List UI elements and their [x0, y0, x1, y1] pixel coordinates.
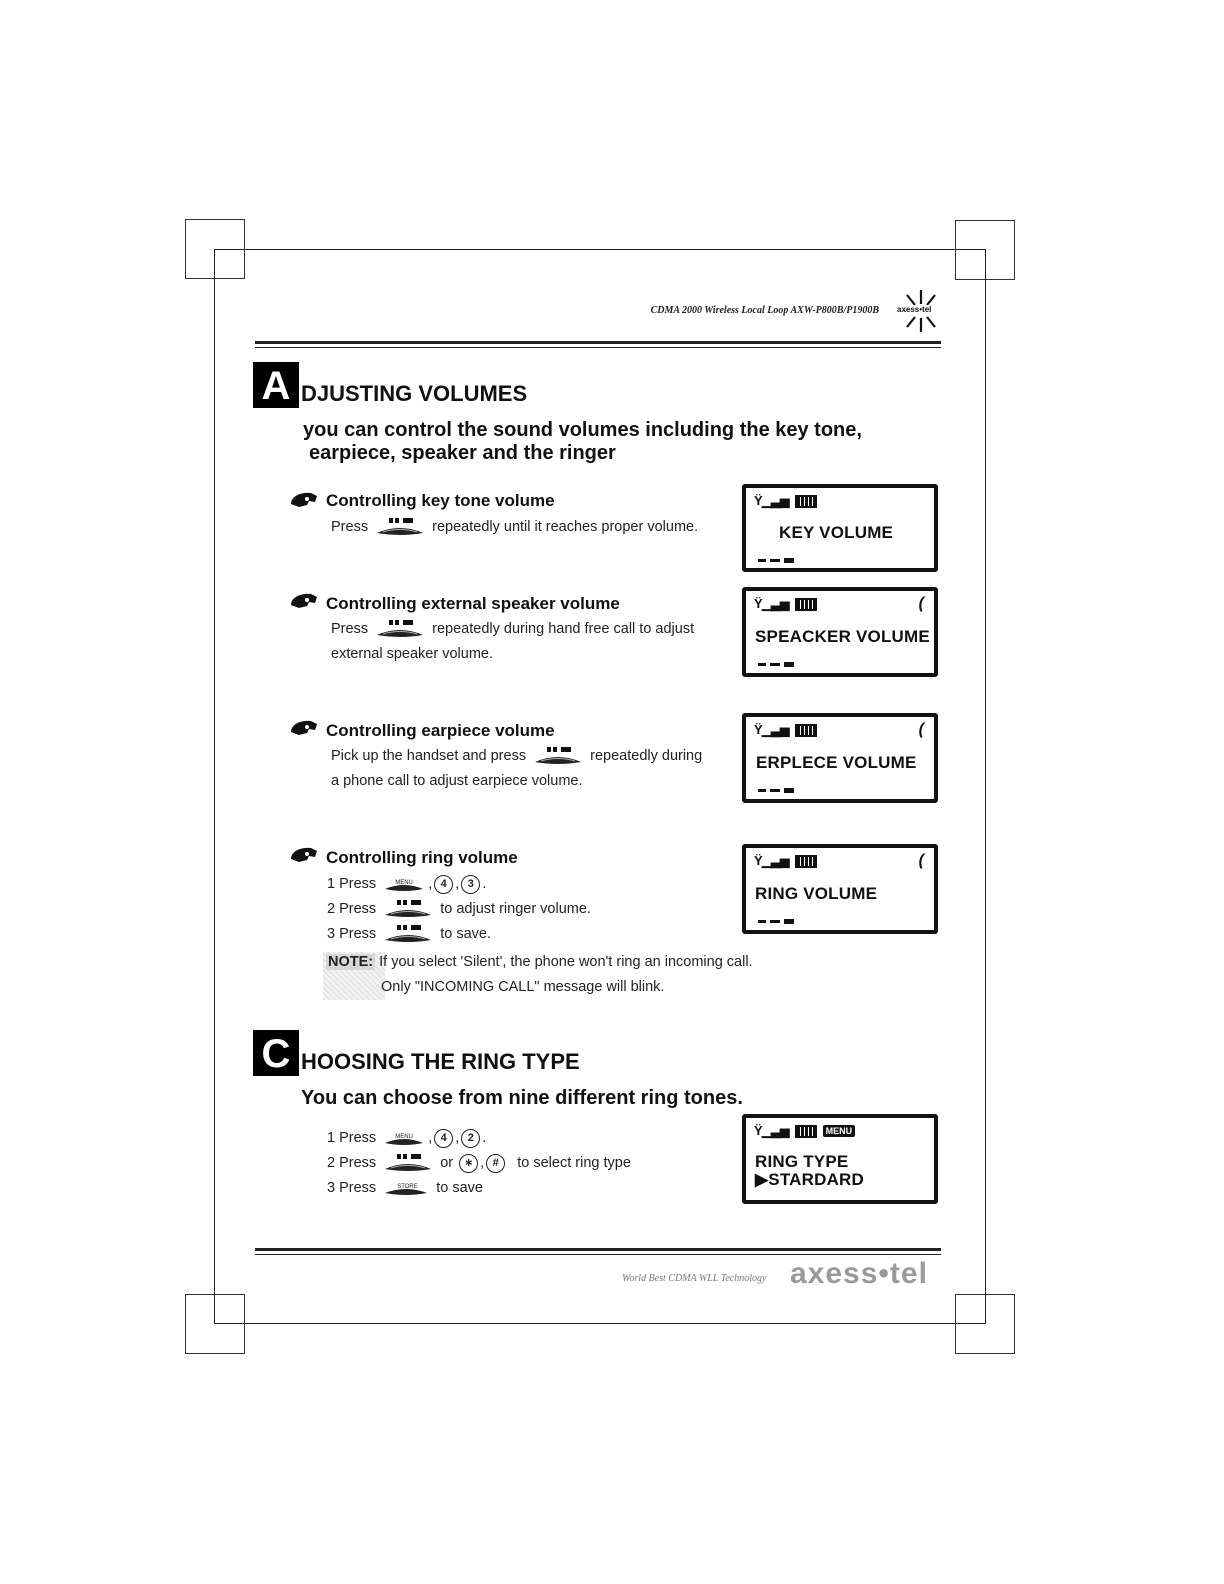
ring-type-step-2-post: to select ring type: [517, 1155, 631, 1171]
hash-key-icon: #: [486, 1154, 505, 1173]
frame-right: [985, 249, 986, 1324]
section-c-letter: C: [253, 1030, 299, 1076]
header-logo: [898, 288, 944, 334]
section-c-title: HOOSING THE RING TYPE: [301, 1049, 580, 1074]
footer-rule-thin: [255, 1254, 941, 1255]
lcd-earpiece-volume-text: ERPLECE VOLUME: [756, 753, 917, 772]
lcd-ring-volume: [742, 844, 938, 934]
volume-key-icon: [383, 924, 433, 944]
section-c-subtitle: You can choose from nine different ring tones.: [301, 1087, 743, 1109]
volume-level-bar: [758, 788, 794, 793]
item-speaker-rest: repeatedly during hand free call to adjust: [432, 621, 695, 637]
note-line-2: Only "INCOMING CALL" message will blink.: [381, 979, 665, 995]
header-rule-thin: [255, 347, 941, 348]
note-label: NOTE:: [328, 954, 374, 970]
item-key-tone-title: Controlling key tone volume: [326, 491, 555, 510]
frame-left: [214, 249, 215, 1324]
item-earpiece-text: [331, 744, 702, 794]
volume-key-icon: [383, 1153, 433, 1173]
key-2-icon: 2: [461, 1129, 480, 1148]
battery-icon: [795, 495, 817, 508]
lcd-key-volume: [742, 484, 938, 572]
header-logo-text: axess•tel: [897, 305, 932, 314]
handset-icon: [289, 490, 319, 510]
item-earpiece-line2: a phone call to adjust earpiece volume.: [331, 773, 583, 789]
lcd-key-volume-text: KEY VOLUME: [779, 523, 894, 542]
handset-icon: [289, 591, 319, 611]
item-earpiece-title: Controlling earpiece volume: [326, 721, 555, 740]
handset-icon: [289, 718, 319, 738]
menu-key-label: MENU: [395, 1134, 413, 1141]
store-key-label: STORE: [397, 1184, 418, 1191]
lcd-ring-volume-text: RING VOLUME: [755, 884, 878, 903]
volume-level-bar: [758, 558, 794, 563]
lcd-ring-type: [742, 1114, 938, 1204]
signal-icon: Ÿ▁▃▅: [754, 1123, 789, 1138]
header-title: CDMA 2000 Wireless Local Loop AXW-P800B/P1900B: [650, 305, 879, 316]
ring-note: [326, 950, 753, 1000]
battery-icon: [795, 598, 817, 611]
key-3-icon: 3: [461, 875, 480, 894]
ring-type-step-3-pre: 3 Press: [327, 1180, 377, 1196]
item-key-tone-text: [331, 515, 698, 540]
item-speaker-text: [331, 617, 694, 667]
note-line-1: If you select 'Silent', the phone won't ring an incoming call.: [379, 954, 753, 970]
lcd-ring-type-line-2: ▶STARDARD: [755, 1170, 864, 1189]
handset-icon: [289, 845, 319, 865]
footer-logo: axess•tel: [790, 1257, 928, 1290]
item-key-tone-rest: repeatedly until it reaches proper volume.: [432, 519, 699, 535]
ring-step-2-pre: 2 Press: [327, 901, 377, 917]
frame-bottom: [214, 1323, 986, 1324]
battery-icon: [795, 1125, 817, 1138]
footer-rule-thick: [255, 1248, 941, 1251]
ring-type-step-1: 1 Press: [327, 1130, 377, 1146]
volume-key-icon: [375, 619, 425, 639]
frame-top: [214, 249, 986, 250]
call-active-icon: (: [918, 852, 924, 869]
volume-level-bar: [758, 662, 794, 667]
key-4-icon: 4: [434, 875, 453, 894]
signal-icon: Ÿ▁▃▅: [754, 493, 789, 508]
header-rule-thick: [255, 341, 941, 344]
ring-step-2-post: to adjust ringer volume.: [440, 901, 591, 917]
ring-type-steps: 1 Press MENU , 4 , 2 . 2 Press or ∗ , # to select ring type 3 Press STORE to save: [327, 1126, 631, 1201]
lcd-earpiece-volume: [742, 713, 938, 803]
item-speaker-title: Controlling external speaker volume: [326, 594, 620, 613]
section-a-title: DJUSTING VOLUMES: [301, 381, 528, 406]
item-key-tone-press: Press: [331, 519, 369, 535]
ring-type-step-2-pre: 2 Press: [327, 1155, 377, 1171]
footer-tagline: World Best CDMA WLL Technology: [622, 1273, 767, 1284]
menu-key-label: MENU: [395, 880, 413, 887]
item-speaker-line2: external speaker volume.: [331, 646, 493, 662]
lcd-speaker-volume: [742, 587, 938, 677]
lcd-speaker-volume-text: SPEACKER VOLUME: [755, 627, 930, 646]
menu-badge: MENU: [823, 1125, 856, 1137]
store-key-icon: [383, 1178, 429, 1198]
volume-key-icon: [375, 517, 425, 537]
call-active-icon: (: [918, 721, 924, 738]
section-a-letter: A: [253, 362, 299, 408]
volume-key-icon: [533, 746, 583, 766]
volume-key-icon: [383, 899, 433, 919]
ring-type-step-3-post: to save: [436, 1180, 483, 1196]
signal-icon: Ÿ▁▃▅: [754, 853, 789, 868]
ring-step-1: 1 Press: [327, 876, 377, 892]
signal-icon: Ÿ▁▃▅: [754, 722, 789, 737]
call-active-icon: (: [918, 595, 924, 612]
section-a-subtitle-2: earpiece, speaker and the ringer: [309, 442, 616, 464]
item-speaker-press: Press: [331, 621, 369, 637]
key-4-icon: 4: [434, 1129, 453, 1148]
lcd-ring-type-line-1: RING TYPE: [755, 1152, 849, 1171]
star-key-icon: ∗: [459, 1154, 478, 1173]
item-ring-steps: 1 Press MENU , 4 , 3 . 2 Press to adjust ringer volume. 3 Press to save.: [327, 872, 591, 947]
ring-step-3-pre: 3 Press: [327, 926, 377, 942]
crop-mark-bottom-left: [185, 1294, 245, 1354]
ring-type-step-2-or: or: [440, 1155, 454, 1171]
section-a-subtitle-1: you can control the sound volumes including the key tone,: [303, 419, 862, 441]
signal-icon: Ÿ▁▃▅: [754, 596, 789, 611]
battery-icon: [795, 724, 817, 737]
menu-key-icon: [383, 874, 425, 894]
item-earpiece-pre: Pick up the handset and press: [331, 748, 527, 764]
menu-key-icon: [383, 1128, 425, 1148]
item-ring-title: Controlling ring volume: [326, 848, 518, 867]
item-earpiece-rest: repeatedly during: [590, 748, 703, 764]
ring-step-3-post: to save.: [440, 926, 492, 942]
battery-icon: [795, 855, 817, 868]
volume-level-bar: [758, 919, 794, 924]
